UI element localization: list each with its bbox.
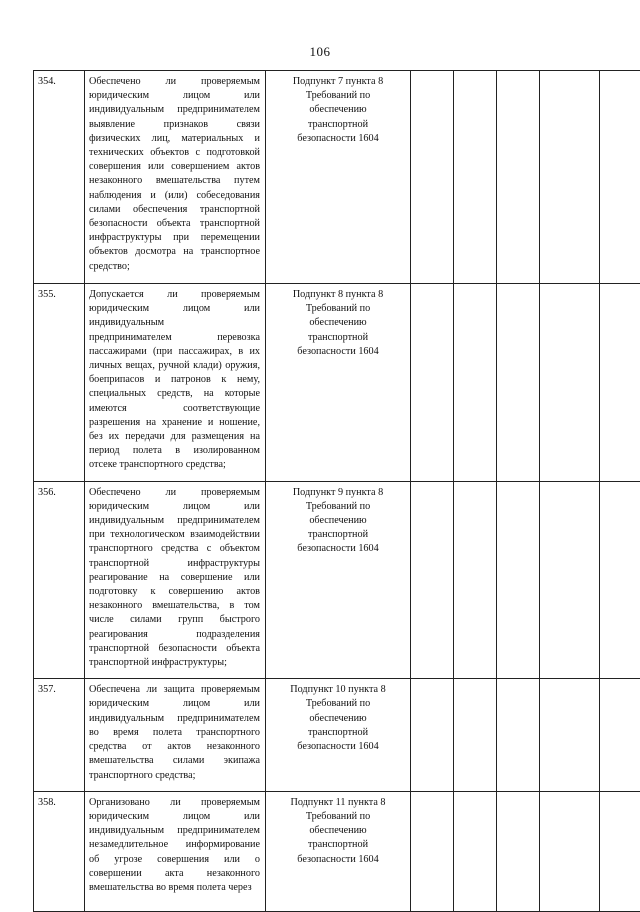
legal-reference (266, 679, 411, 791)
table-row (34, 284, 640, 482)
empty-answer-cell (540, 284, 600, 482)
table-row (34, 791, 640, 911)
reference-line: безопасности 1604 (270, 132, 406, 146)
requirement-line: совершении акта незаконного (89, 867, 260, 881)
requirement-line: транспортного средства; (89, 769, 260, 783)
reference-line: транспортной (270, 838, 406, 852)
requirement-line: подготовку к совершению актов (89, 585, 260, 599)
requirements-table-body (34, 71, 640, 912)
empty-answer-cell (454, 284, 497, 482)
requirement-line: технических объектов с подготовкой (89, 146, 260, 160)
requirement-line: реагирование на совершение или (89, 571, 260, 585)
requirement-line: отсеке транспортного средства; (89, 458, 260, 472)
requirement-line: силами обеспечения транспортной (89, 203, 260, 217)
empty-answer-cell (540, 791, 600, 911)
reference-line: Требований по (270, 302, 406, 316)
reference-line: Подпункт 8 пункта 8 (270, 288, 406, 302)
empty-answer-cell (497, 679, 540, 791)
page-number: 106 (0, 44, 640, 60)
reference-line: Требований по (270, 89, 406, 103)
empty-answer-cell (411, 679, 454, 791)
reference-line: Требований по (270, 697, 406, 711)
empty-answer-cell (454, 679, 497, 791)
reference-line: обеспечению (270, 514, 406, 528)
requirement-line: предпринимателем перевозка (89, 331, 260, 345)
empty-answer-cell (411, 284, 454, 482)
reference-line: транспортной (270, 331, 406, 345)
table-row (34, 71, 640, 284)
reference-line: транспортной (270, 118, 406, 132)
empty-answer-cell (600, 71, 640, 284)
requirement-line: юридическим лицом или (89, 810, 260, 824)
requirement-line: средства от актов незаконного (89, 740, 260, 754)
requirement-line: юридическим лицом или (89, 89, 260, 103)
empty-answer-cell (497, 284, 540, 482)
reference-line: Подпункт 11 пункта 8 (270, 796, 406, 810)
reference-line: обеспечению (270, 316, 406, 330)
row-number: 356. (34, 481, 85, 679)
requirement-line: юридическим лицом или (89, 302, 260, 316)
empty-answer-cell (411, 71, 454, 284)
requirement-line: Организовано ли проверяемым (89, 796, 260, 810)
requirement-text (85, 679, 266, 791)
requirement-text (85, 71, 266, 284)
empty-answer-cell (540, 71, 600, 284)
requirement-line: транспортной безопасности объекта (89, 642, 260, 656)
requirement-line: вмешательства силами экипажа (89, 754, 260, 768)
reference-line: транспортной (270, 528, 406, 542)
reference-line: безопасности 1604 (270, 345, 406, 359)
table-row (34, 481, 640, 679)
reference-line: безопасности 1604 (270, 853, 406, 867)
reference-line: Подпункт 9 пункта 8 (270, 486, 406, 500)
requirement-line: объектов досмотра на транспортное (89, 245, 260, 259)
empty-answer-cell (497, 71, 540, 284)
requirement-line: боеприпасов и патронов к нему, (89, 373, 260, 387)
reference-line: безопасности 1604 (270, 542, 406, 556)
empty-answer-cell (454, 481, 497, 679)
empty-answer-cell (497, 481, 540, 679)
requirement-line: личных вещах, ручной клади) оружия, (89, 359, 260, 373)
requirement-line: индивидуальным предпринимателем (89, 514, 260, 528)
requirement-line: транспортной инфраструктуры (89, 557, 260, 571)
requirement-line: об угрозе совершения или о (89, 853, 260, 867)
requirement-line: индивидуальным предпринимателем (89, 103, 260, 117)
row-number: 354. (34, 71, 85, 284)
requirement-line: без их передачи для размещения на (89, 430, 260, 444)
reference-line: обеспечению (270, 103, 406, 117)
requirement-line: имеются соответствующие (89, 402, 260, 416)
requirements-table (33, 70, 640, 912)
requirement-line: незаконного вмешательства путем (89, 174, 260, 188)
legal-reference (266, 284, 411, 482)
requirement-line: при технологическом взаимодействии (89, 528, 260, 542)
requirement-line: юридическим лицом или (89, 697, 260, 711)
requirement-line: выявление признаков связи (89, 118, 260, 132)
empty-answer-cell (600, 284, 640, 482)
legal-reference (266, 481, 411, 679)
requirement-line: вмешательства во время полета через (89, 881, 260, 895)
reference-line: Подпункт 7 пункта 8 (270, 75, 406, 89)
requirement-line: специальных средств, на которые (89, 387, 260, 401)
reference-line: Подпункт 10 пункта 8 (270, 683, 406, 697)
requirement-line: числе силами групп быстрого (89, 613, 260, 627)
empty-answer-cell (540, 481, 600, 679)
requirement-line: во время полета транспортного (89, 726, 260, 740)
requirement-line: индивидуальным (89, 316, 260, 330)
requirement-line: индивидуальным предпринимателем (89, 824, 260, 838)
reference-line: обеспечению (270, 712, 406, 726)
reference-line: обеспечению (270, 824, 406, 838)
empty-answer-cell (454, 71, 497, 284)
requirement-line: Допускается ли проверяемым (89, 288, 260, 302)
requirement-line: реагирования подразделения (89, 628, 260, 642)
empty-answer-cell (411, 481, 454, 679)
requirement-line: безопасности объекта транспортной (89, 217, 260, 231)
reference-line: безопасности 1604 (270, 740, 406, 754)
requirement-line: средство; (89, 260, 260, 274)
requirement-line: Обеспечена ли защита проверяемым (89, 683, 260, 697)
requirement-line: разрешения на хранение и ношение, (89, 416, 260, 430)
empty-answer-cell (600, 679, 640, 791)
requirement-line: транспортной инфраструктуры; (89, 656, 260, 670)
requirement-line: период полета в изолированном (89, 444, 260, 458)
requirement-line: транспортного средства с объектом (89, 542, 260, 556)
row-number: 355. (34, 284, 85, 482)
reference-line: транспортной (270, 726, 406, 740)
row-number: 357. (34, 679, 85, 791)
requirement-line: физических лиц, материальных и (89, 132, 260, 146)
requirement-line: инфраструктуры при перемещении (89, 231, 260, 245)
row-number: 358. (34, 791, 85, 911)
requirement-line: незаконного вмешательства, в том (89, 599, 260, 613)
legal-reference (266, 791, 411, 911)
requirement-text (85, 481, 266, 679)
requirement-line: Обеспечено ли проверяемым (89, 75, 260, 89)
empty-answer-cell (600, 791, 640, 911)
requirement-line: совершения или совершением актов (89, 160, 260, 174)
requirement-text (85, 791, 266, 911)
empty-answer-cell (540, 679, 600, 791)
requirement-text (85, 284, 266, 482)
requirement-line: наблюдения и (или) собеседования (89, 189, 260, 203)
reference-line: Требований по (270, 500, 406, 514)
requirement-line: индивидуальным предпринимателем (89, 712, 260, 726)
empty-answer-cell (600, 481, 640, 679)
table-row (34, 679, 640, 791)
requirement-line: незамедлительное информирование (89, 838, 260, 852)
empty-answer-cell (497, 791, 540, 911)
empty-answer-cell (454, 791, 497, 911)
legal-reference (266, 71, 411, 284)
requirement-line: пассажирами (при пассажирах, в их (89, 345, 260, 359)
empty-answer-cell (411, 791, 454, 911)
requirement-line: Обеспечено ли проверяемым (89, 486, 260, 500)
requirement-line: юридическим лицом или (89, 500, 260, 514)
reference-line: Требований по (270, 810, 406, 824)
